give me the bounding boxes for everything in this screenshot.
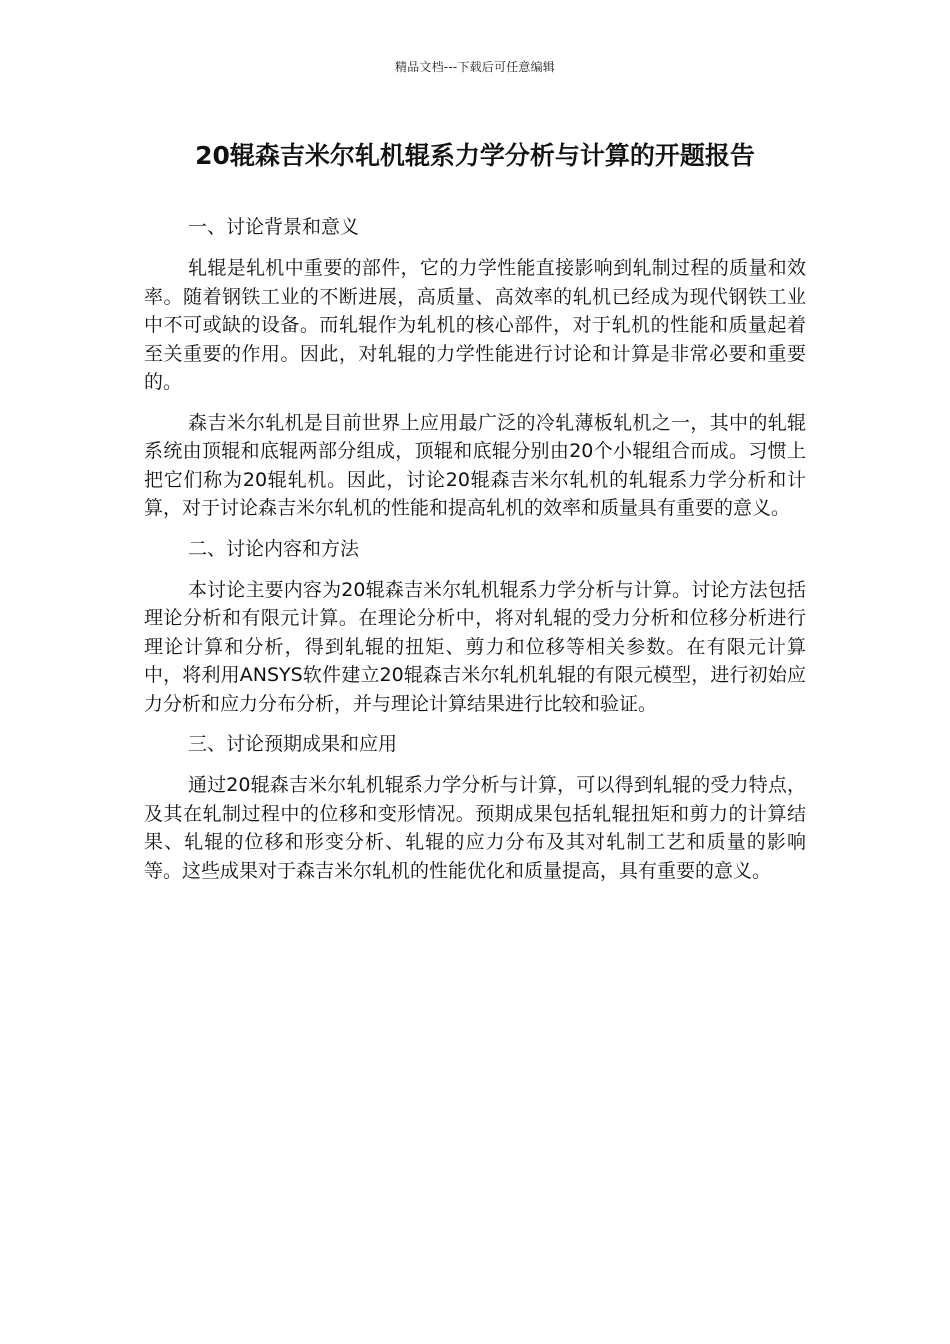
header-note: 精品文档---下载后可任意编辑	[395, 60, 555, 74]
section-heading: 二、讨论内容和方法	[188, 537, 360, 560]
section-background	[144, 213, 806, 523]
section-content-methods	[144, 535, 806, 719]
section-heading: 三、讨论预期成果和应用	[188, 733, 398, 755]
body-paragraph: 轧辊是轧机中重要的部件，它的力学性能直接影响到轧制过程的质量和效率。随着钢铁工业的不断进展，高质量、高效率的轧机已经成为现代钢铁工业中不可或缺的设备。而轧辊作为轧机的核心部件，对于轧机的性能和质量起着至关重要的作用。因此，对轧辊的力学性能进行讨论和计算是非常必要和重要的。	[144, 257, 806, 393]
document-body	[144, 213, 806, 897]
section-heading: 一、讨论背景和意义	[188, 216, 360, 238]
section-expected-results	[144, 730, 806, 885]
body-paragraph: 森吉米尔轧机是目前世界上应用最广泛的冷轧薄板轧机之一，其中的轧辊系统由顶辊和底辊两部分组成，顶辊和底辊分别由20个小辊组合而成。习惯上把它们称为20辊轧机。因此，讨论20辊森吉米尔轧机的轧辊系力学分析和计算，对于讨论森吉米尔轧机的性能和提高轧机的效率和质量具有重要的意义。	[144, 411, 806, 519]
body-paragraph: 本讨论主要内容为20辊森吉米尔轧机辊系力学分析与计算。讨论方法包括理论分析和有限元计算。在理论分析中，将对轧辊的受力分析和位移分析进行理论计算和分析，得到轧辊的扭矩、剪力和位移等相关参数。在有限元计算中，将利用ANSYS软件建立20辊森吉米尔轧机轧辊的有限元模型，进行初始应力分析和应力分布分析，并与理论计算结果进行比较和验证。	[144, 578, 806, 715]
body-paragraph: 通过20辊森吉米尔轧机辊系力学分析与计算，可以得到轧辊的受力特点，及其在轧制过程中的位移和变形情况。预期成果包括轧辊扭矩和剪力的计算结果、轧辊的位移和形变分析、轧辊的应力分布及其对轧制工艺和质量的影响等。这些成果对于森吉米尔轧机的性能优化和质量提高，具有重要的意义。	[144, 774, 806, 882]
document-title: 20辊森吉米尔轧机辊系力学分析与计算的开题报告	[195, 141, 755, 170]
